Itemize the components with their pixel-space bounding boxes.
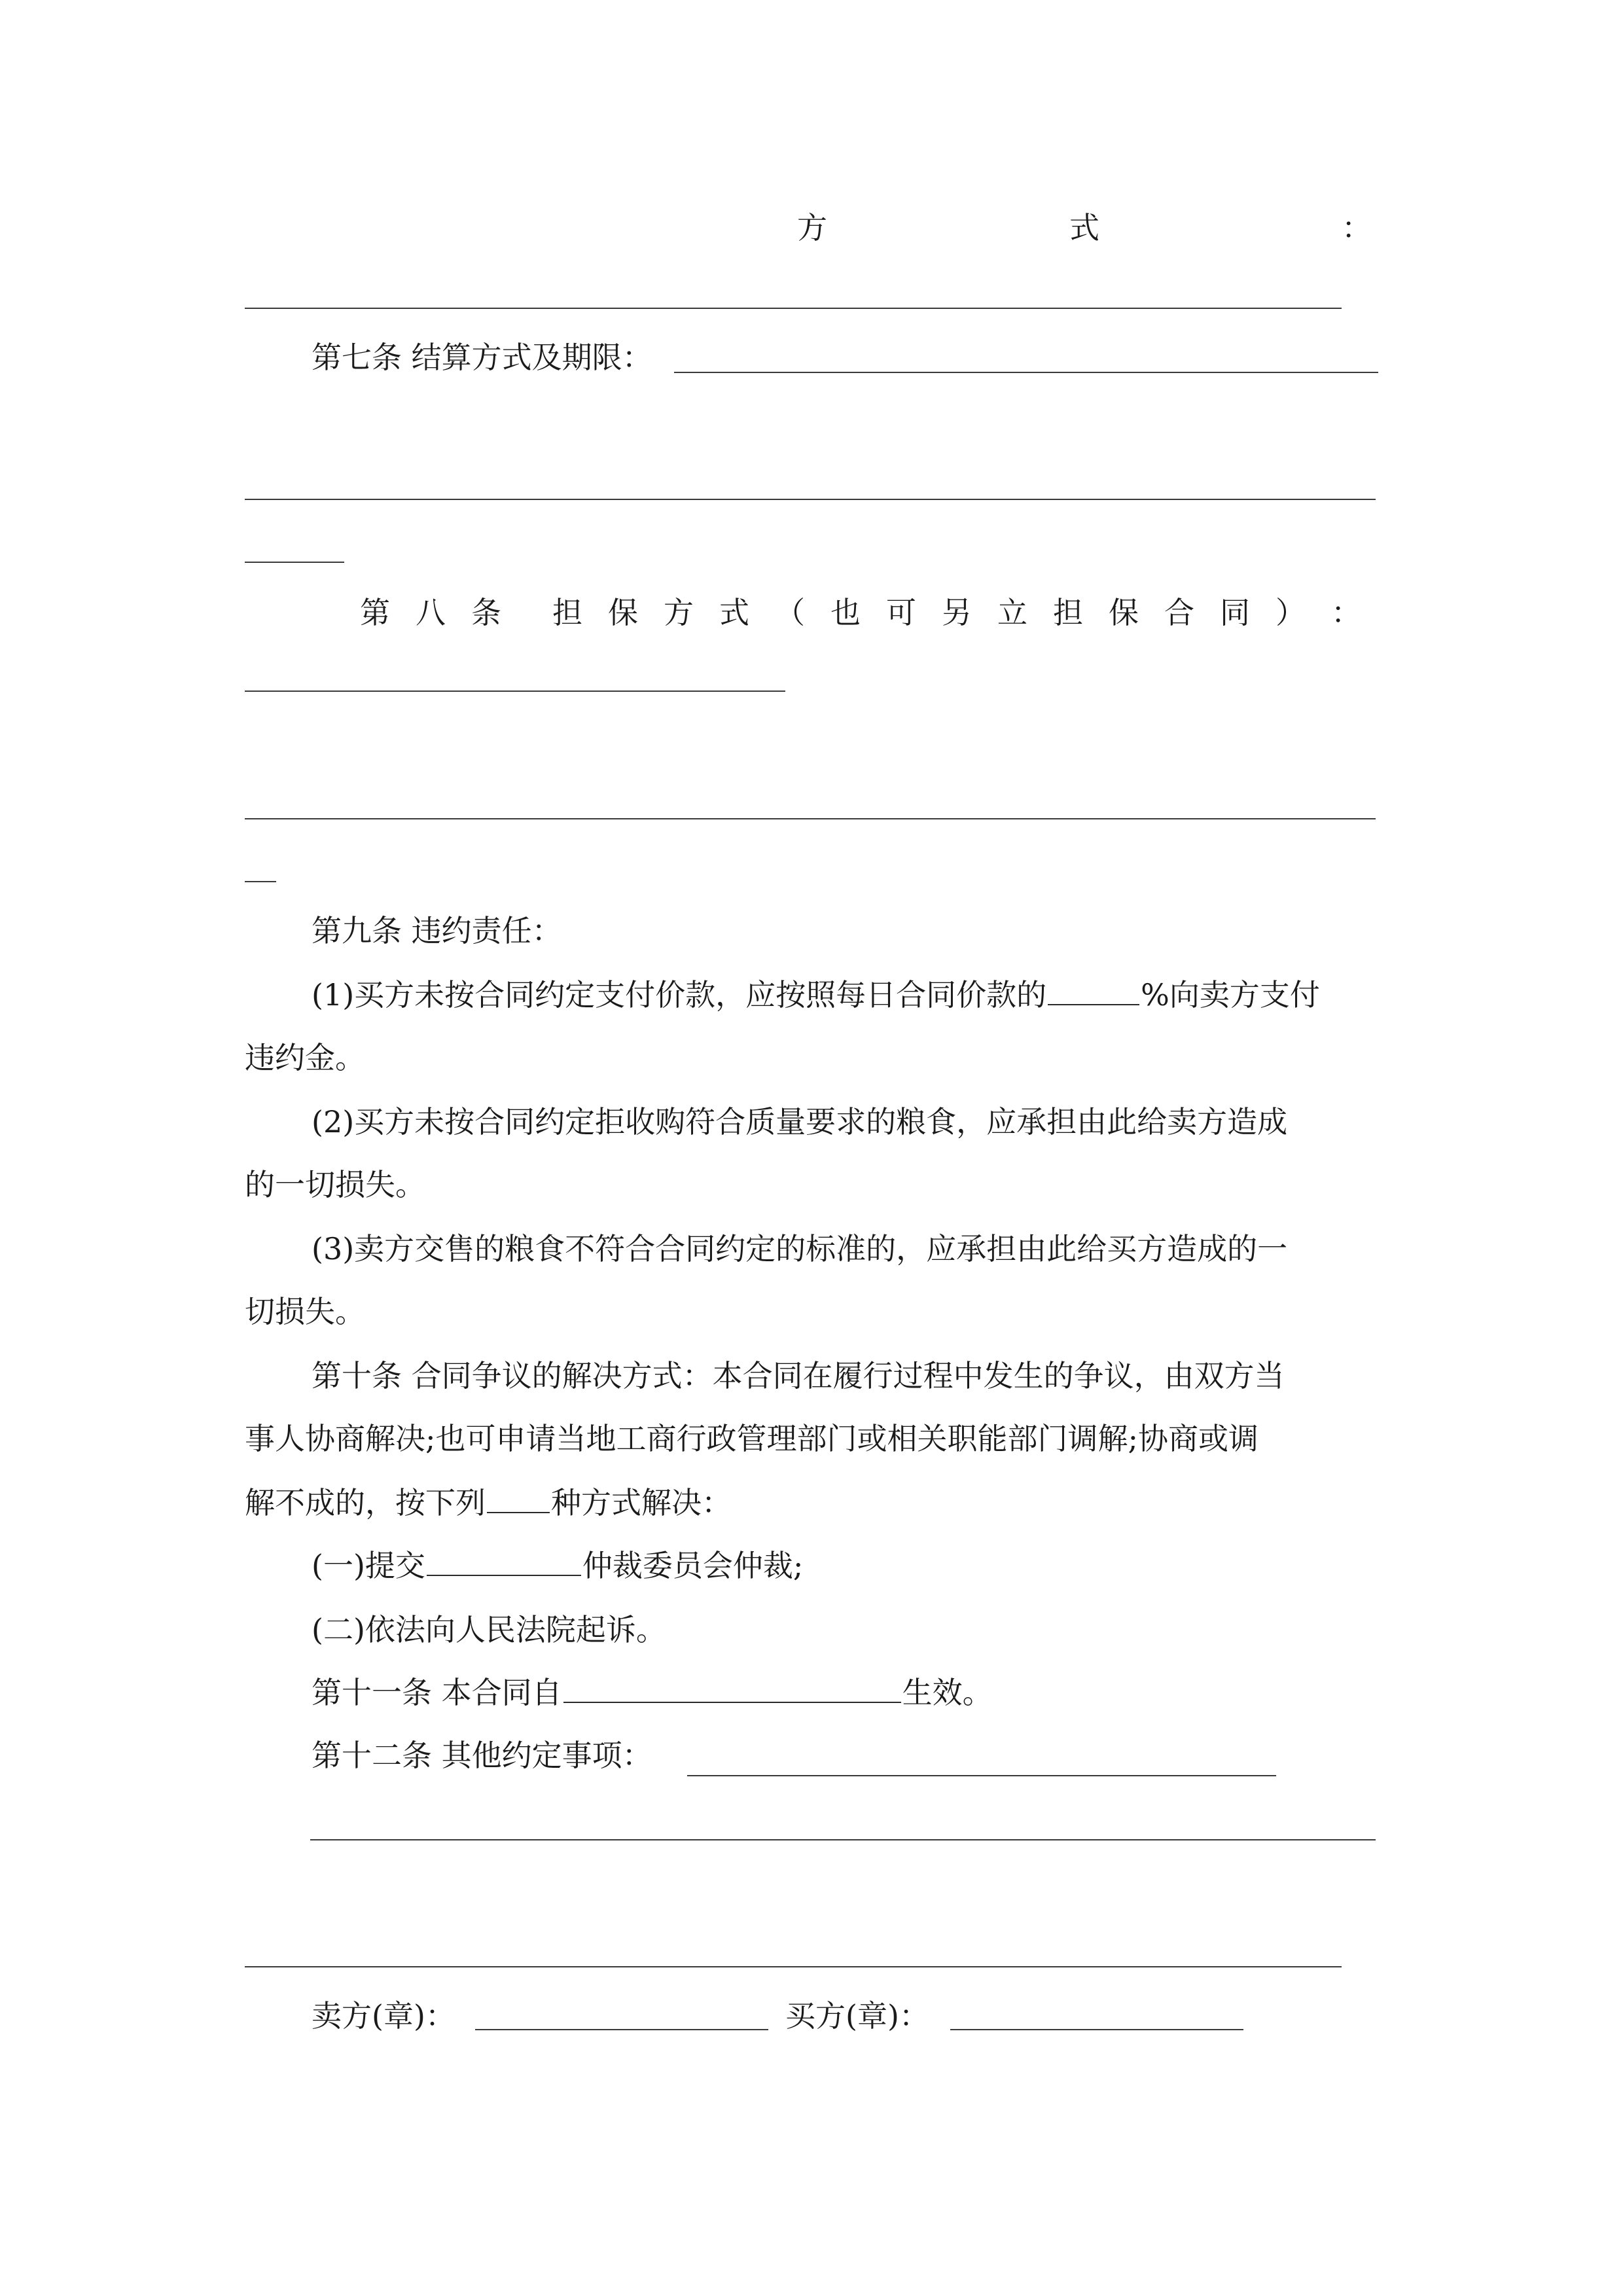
article9-item2-line1: (2)买方未按合同约定拒收购符合质量要求的粮食，应承担由此给卖方造成 [312,1104,1288,1139]
article10-option1-text-b: 仲裁委员会仲裁; [582,1548,804,1583]
article10-line3-text-a: 解不成的，按下列 [245,1485,486,1520]
article10-option1 [312,1546,803,1585]
article8-fill-line-1 [245,691,785,692]
article9-item2-line2: 的一切损失。 [245,1167,425,1202]
article8-char-13: 担 [1053,595,1083,630]
buyer-seal-label: 买方(章)： [785,1998,929,2034]
article8-label [360,593,1361,632]
article11-line [312,1673,993,1712]
article9-item1-blank[interactable] [1048,975,1139,1005]
article8-fill-line-3 [245,881,276,882]
article12-fill-line-3[interactable] [245,1966,1342,1967]
article8-char-7: 式 [719,595,749,630]
article10-line3 [245,1483,732,1522]
article8-char-10: 可 [886,595,916,630]
article10-option2: (二)依法向人民法院起诉。 [312,1612,666,1647]
buyer-seal-line[interactable] [950,2029,1243,2030]
article8-char-14: 保 [1109,595,1139,630]
article9-item1-line2: 违约金。 [245,1040,365,1075]
article8-char-18: ： [1331,595,1361,630]
article10-line1: 第十条 合同争议的解决方式：本合同在履行过程中发生的争议，由双方当 [312,1358,1285,1393]
article9-item3-line1: (3)卖方交售的粮食不符合合同约定的标准的，应承担由此给买方造成的一 [312,1231,1288,1266]
article7-label: 第七条 结算方式及期限： [312,340,652,375]
article7-fill-line-1 [674,372,1378,373]
article10-line2: 事人协商解决;也可申请当地工商行政管理部门或相关职能部门调解;协商或调 [245,1421,1258,1456]
article12-fill-line-2[interactable] [310,1839,1376,1840]
article11-text-b: 生效。 [902,1675,993,1710]
article7-fill-line-3 [245,562,344,563]
article10-option1-text-a: (一)提交 [312,1548,425,1583]
article7-fill-line-2 [245,499,1376,500]
article9-item3-line2: 切损失。 [245,1294,365,1329]
article12-label: 第十二条 其他约定事项： [312,1738,652,1773]
article8-char-12: 立 [997,595,1027,630]
article10-arbitration-blank[interactable] [427,1546,581,1576]
header-fill-line [245,308,1342,309]
seller-seal-label: 卖方(章)： [312,1998,455,2034]
article8-char-6: 方 [664,595,694,630]
article8-char-5: 保 [608,595,638,630]
article9-item1-text-a: (1)买方未按合同约定支付价款，应按照每日合同价款的 [312,977,1047,1013]
article9-title: 第九条 违约责任： [312,913,562,948]
article8-char-11: 另 [942,595,972,630]
header-fang: 方 [797,210,827,245]
article8-char-9: 也 [830,595,861,630]
article8-char-8: （ [775,595,805,630]
article8-char-16: 同 [1220,595,1250,630]
article8-fill-line-2 [245,818,1376,819]
article10-line3-text-b: 种方式解决： [551,1485,732,1520]
article10-method-blank[interactable] [487,1483,550,1513]
article8-char-0: 第 [360,595,390,630]
header-colon: ： [1342,210,1372,245]
article8-char-17: ） [1275,595,1306,630]
article12-fill-line-1[interactable] [687,1775,1276,1776]
article8-char-2: 条 [471,595,501,630]
article9-item1-text-b: %向卖方支付 [1141,977,1320,1013]
article11-effective-blank[interactable] [563,1673,901,1703]
article11-text-a: 第十一条 本合同自 [312,1675,562,1710]
article8-char-15: 合 [1164,595,1194,630]
article8-char-1: 八 [416,595,446,630]
seller-seal-line[interactable] [475,2029,768,2030]
article9-item1-line1 [312,975,1320,1014]
article8-char-4: 担 [552,595,582,630]
header-shi: 式 [1069,210,1099,245]
